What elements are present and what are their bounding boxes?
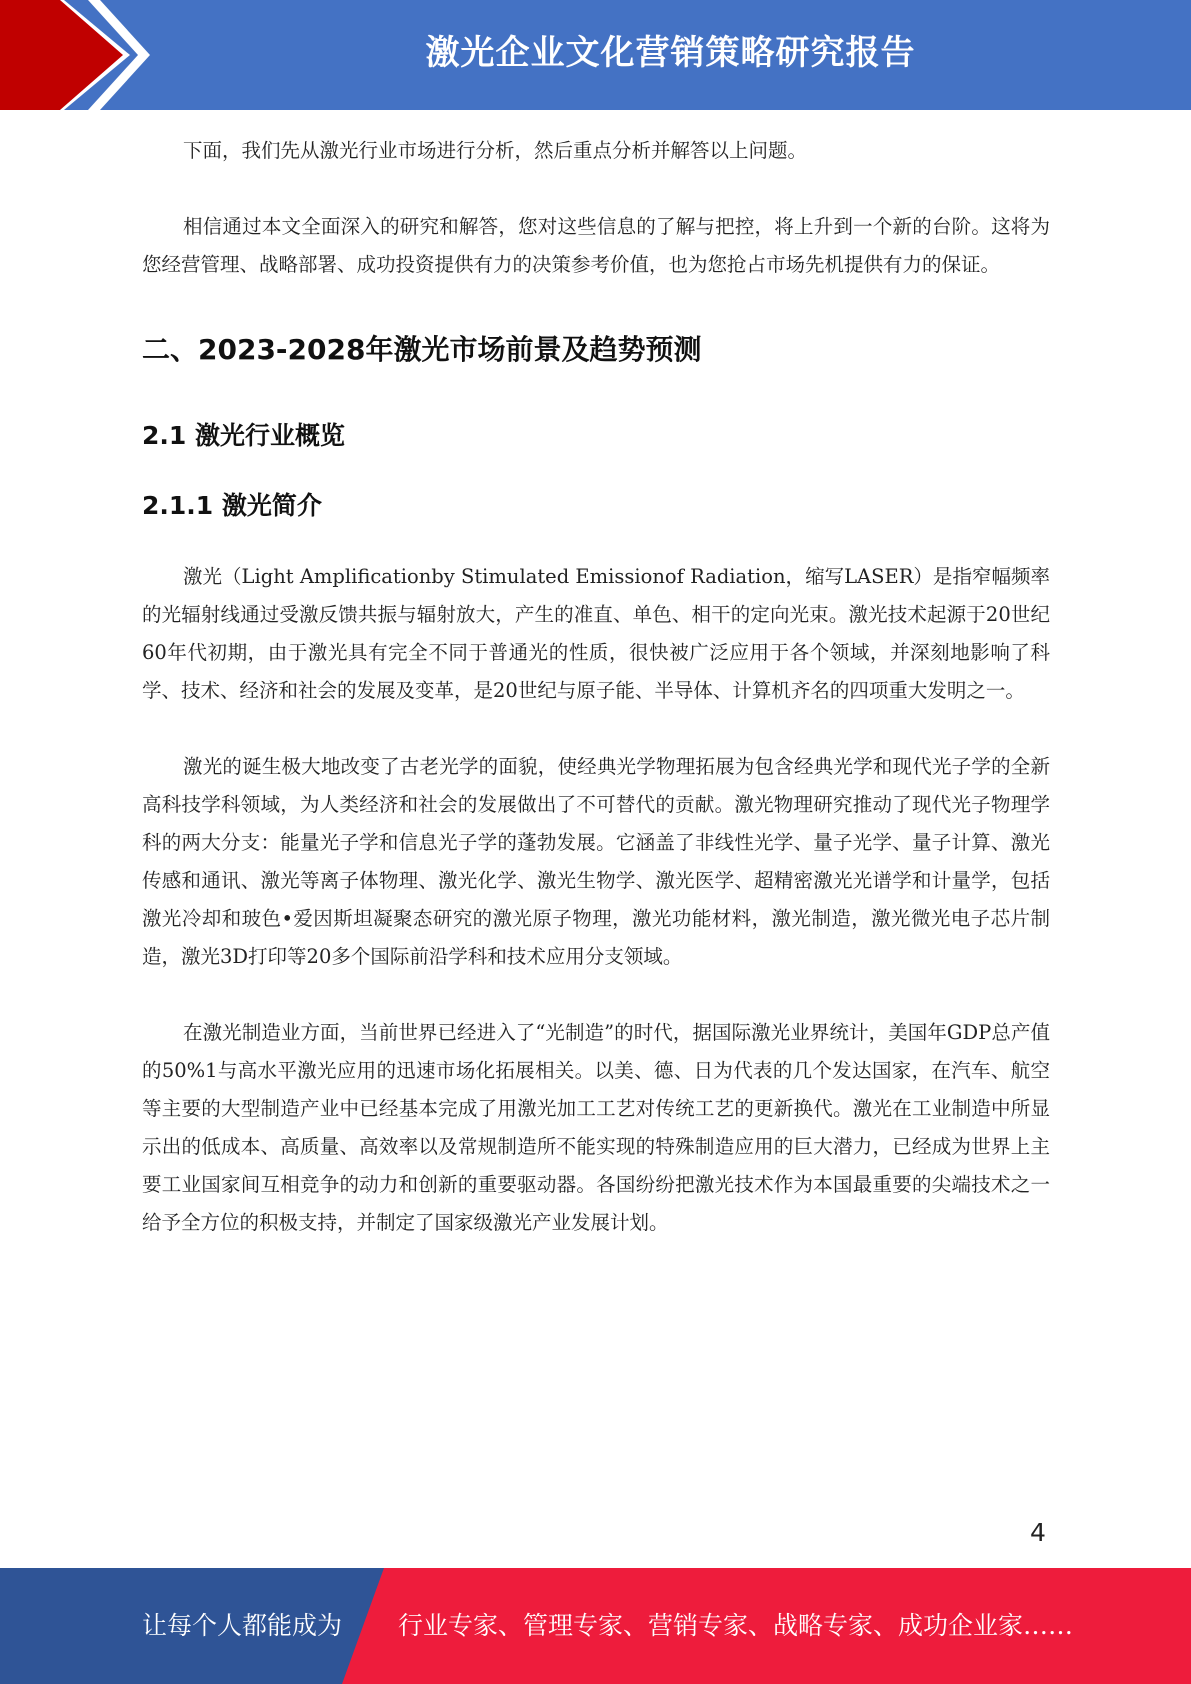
footer-slogan-right: 行业专家、管理专家、营销专家、战略专家、成功企业家……	[398, 1611, 1074, 1640]
laser-intro-paragraph-2: 激光的诞生极大地改变了古老光学的面貌，使经典光学物理拓展为包含经典光学和现代光子学的全新高科技学科领域，为人类经济和社会的发展做出了不可替代的贡献。激光物理研究推动了现代光子物理学科的两大分支：能量光子学和信息光子学的蓬勃发展。它涵盖了非线性光学、量子光学、量子计算、激光传感和通讯、激光等离子体物理、激光化学、激光生物学、激光医学、超精密激光光谱学和计量学，包括激光冷却和玻色•爱因斯坦凝聚态研究的激光原子物理，激光功能材料，激光制造，激光微光电子芯片制造，激光3D打印等20多个国际前沿学科和技术应用分支领域。	[142, 755, 1050, 968]
section-heading: 二、2023-2028年激光市场前景及趋势预测	[142, 333, 702, 366]
laser-intro-paragraph-1: 激光（Light Amplificationby Stimulated Emissionof Radiation，缩写LASER）是指窄幅频率的光辐射线通过受激反馈共振与辐射放大，产生的准直、单色、相干的定向光束。激光技术起源于20世纪60年代初期，由于激光具有完全不同于普通光的性质，很快被广泛应用于各个领域，并深刻地影响了科学、技术、经济和社会的发展及变革，是20世纪与原子能、半导体、计算机齐名的四项重大发明之一。	[142, 565, 1050, 702]
page-number: 4	[1030, 1518, 1046, 1547]
page-footer	[0, 1568, 1191, 1684]
laser-intro-paragraph-3: 在激光制造业方面，当前世界已经进入了“光制造”的时代，据国际激光业界统计，美国年GDP总产值的50%1与高水平激光应用的迅速市场化拓展相关。以美、德、日为代表的几个发达国家，在汽车、航空等主要的大型制造产业中已经基本完成了用激光加工工艺对传统工艺的更新换代。激光在工业制造中所显示出的低成本、高质量、高效率以及常规制造所不能实现的特殊制造应用的巨大潜力，已经成为世界上主要工业国家间互相竞争的动力和创新的重要驱动器。各国纷纷把激光技术作为本国最重要的尖端技术之一给予全方位的积极支持，并制定了国家级激光产业发展计划。	[142, 1021, 1050, 1234]
page-header	[0, 0, 1191, 110]
subsection-heading: 2.1 激光行业概览	[142, 421, 345, 450]
header-arrow-icon	[0, 0, 160, 110]
subsubsection-heading: 2.1.1 激光简介	[142, 491, 322, 520]
header-title: 激光企业文化营销策略研究报告	[425, 33, 916, 73]
footer-slogan-left: 让每个人都能成为	[142, 1611, 343, 1640]
intro-paragraph-1: 下面，我们先从激光行业市场进行分析，然后重点分析并解答以上问题。	[183, 139, 808, 162]
document-body	[142, 132, 1050, 1242]
intro-paragraph-2: 相信通过本文全面深入的研究和解答，您对这些信息的了解与把控，将上升到一个新的台阶。这将为您经营管理、战略部署、成功投资提供有力的决策参考价值，也为您抢占市场先机提供有力的保证。	[142, 215, 1050, 276]
